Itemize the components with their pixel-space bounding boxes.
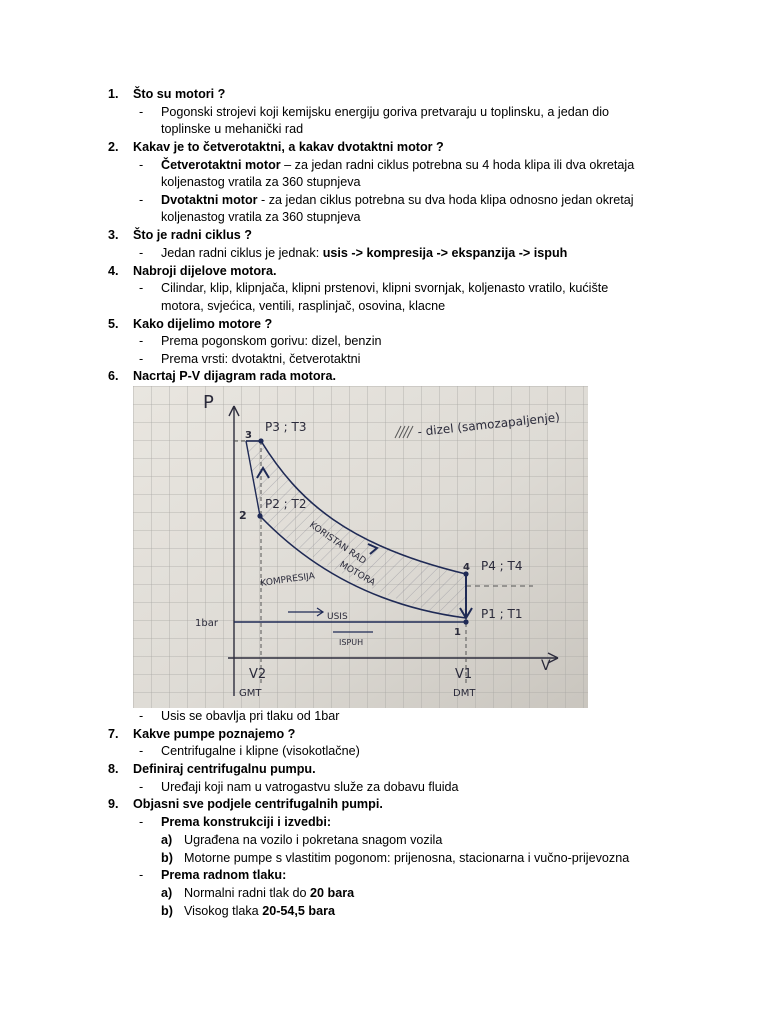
q5-answer-1: Prema pogonskom gorivu: dizel, benzin bbox=[161, 334, 382, 348]
point-2-marker bbox=[257, 513, 262, 518]
v1-label: V1 bbox=[455, 667, 473, 682]
q8-title: Definiraj centrifugalnu pumpu. bbox=[133, 762, 316, 776]
bullet: - bbox=[139, 105, 144, 119]
axis-p-label: P bbox=[203, 392, 214, 413]
intake-label: USIS bbox=[327, 612, 348, 622]
q9-title: Objasni sve podjele centrifugalnih pumpi. bbox=[133, 797, 383, 811]
q3-title: Što je radni ciklus ? bbox=[133, 228, 252, 242]
q2-number: 2. bbox=[108, 140, 119, 154]
bullet: - bbox=[139, 744, 144, 758]
q7-answer: Centrifugalne i klipne (visokotlačne) bbox=[161, 744, 360, 758]
q9-2a-text: Normalni radni tlak do 20 bara bbox=[184, 886, 355, 900]
point-3-label: P3 ; T3 bbox=[265, 420, 307, 434]
compression-label: KOMPRESIJA bbox=[260, 571, 316, 589]
point-4-label: P4 ; T4 bbox=[481, 559, 523, 573]
bullet: - bbox=[139, 815, 144, 829]
q4-answer-line2: motora, svjećica, ventili, rasplinjač, osovina, klacne bbox=[161, 299, 446, 313]
q9-2a-letter: a) bbox=[161, 886, 173, 900]
q2-answer-1-cont: koljenastog vratila za 360 stupnjeva bbox=[161, 175, 361, 189]
q2-term-four-stroke: Četverotaktni motor bbox=[161, 158, 281, 172]
q2-answer-2: Dvotaktni motor - za jedan ciklus potrebna su dva hoda klipa odnosno jedan okretaj bbox=[161, 193, 634, 207]
q5-title: Kako dijelimo motore ? bbox=[133, 317, 273, 331]
bullet: - bbox=[139, 334, 144, 348]
q8-number: 8. bbox=[108, 762, 119, 776]
q6-after-note: Usis se obavlja pri tlaku od 1bar bbox=[161, 709, 340, 723]
q9-subheading-1: Prema konstrukciji i izvedbi: bbox=[161, 815, 332, 829]
q9-1a-letter: a) bbox=[161, 833, 173, 847]
v2-label: V2 bbox=[249, 667, 267, 682]
bullet: - bbox=[139, 158, 144, 172]
bullet: - bbox=[139, 780, 144, 794]
q7-number: 7. bbox=[108, 727, 119, 741]
q2-answer-2-cont: koljenastog vratila za 360 stupnjeva bbox=[161, 210, 361, 224]
q9-1a-text: Ugrađena na vozilo i pokretana snagom vozila bbox=[184, 833, 443, 847]
q3-number: 3. bbox=[108, 228, 119, 242]
q6-number: 6. bbox=[108, 369, 119, 383]
bullet: - bbox=[139, 246, 144, 260]
point-1-label: P1 ; T1 bbox=[481, 607, 523, 621]
work-label-1: KORISTAN RAD bbox=[307, 520, 368, 567]
q1-answer-line1: Pogonski strojevi koji kemijsku energiju goriva pretvaraju u toplinsku, a jedan dio bbox=[161, 105, 610, 119]
point-2-label: P2 ; T2 bbox=[265, 497, 307, 511]
bullet: - bbox=[139, 193, 144, 207]
gmt-label: GMT bbox=[239, 688, 262, 699]
q4-answer-line1: Cilindar, klip, klipnjača, klipni prstenovi, klipni svornjak, koljenasto vratilo, kućište bbox=[161, 281, 609, 295]
point-2-number: 2 bbox=[239, 509, 247, 522]
exhaust-label: ISPUH bbox=[339, 638, 364, 647]
pv-diagram-drawing bbox=[133, 386, 588, 708]
q9-2b-letter: b) bbox=[161, 904, 173, 918]
q6-title: Nacrtaj P-V dijagram rada motora. bbox=[133, 369, 336, 383]
axis-v-label: V bbox=[541, 658, 551, 674]
point-1-number: 1 bbox=[454, 627, 461, 638]
point-3-marker bbox=[258, 438, 263, 443]
pv-diagram-photo bbox=[133, 386, 588, 708]
point-3-number: 3 bbox=[245, 430, 252, 441]
q9-subheading-2: Prema radnom tlaku: bbox=[161, 868, 287, 882]
point-1-marker bbox=[463, 619, 468, 624]
bullet: - bbox=[139, 352, 144, 366]
bullet: - bbox=[139, 868, 144, 882]
bullet: - bbox=[139, 709, 144, 723]
q7-title: Kakve pumpe poznajemo ? bbox=[133, 727, 296, 741]
q5-number: 5. bbox=[108, 317, 119, 331]
q9-1b-text: Motorne pumpe s vlastitim pogonom: prijenosna, stacionarna i vučno-prijevozna bbox=[184, 851, 630, 865]
q8-answer: Uređaji koji nam u vatrogastvu služe za dobavu fluida bbox=[161, 780, 459, 794]
q4-number: 4. bbox=[108, 264, 119, 278]
q2-term-two-stroke: Dvotaktni motor bbox=[161, 193, 258, 207]
q1-number: 1. bbox=[108, 87, 119, 101]
q2-answer-1: Četverotaktni motor – za jedan radni ciklus potrebna su 4 hoda klipa ili dva okretaja bbox=[161, 158, 635, 172]
point-4-number: 4 bbox=[463, 562, 470, 573]
q1-answer-line2: toplinske u mehanički rad bbox=[161, 122, 304, 136]
q9-2b-text: Visokog tlaka 20-54,5 bara bbox=[184, 904, 336, 918]
q3-answer: Jedan radni ciklus je jednak: usis -> kompresija -> ekspanzija -> ispuh bbox=[161, 246, 568, 260]
q1-title: Što su motori ? bbox=[133, 87, 226, 101]
diesel-legend: - dizel (samozapaljenje) bbox=[416, 410, 561, 439]
q9-number: 9. bbox=[108, 797, 119, 811]
q2-title: Kakav je to četverotaktni, a kakav dvotaktni motor ? bbox=[133, 140, 444, 154]
one-bar-label: 1bar bbox=[195, 618, 218, 629]
q9-1b-letter: b) bbox=[161, 851, 173, 865]
bullet: - bbox=[139, 281, 144, 295]
dmt-label: DMT bbox=[453, 688, 476, 699]
q5-answer-2: Prema vrsti: dvotaktni, četverotaktni bbox=[161, 352, 361, 366]
q4-title: Nabroji dijelove motora. bbox=[133, 264, 277, 278]
work-label-2: MOTORA bbox=[337, 559, 377, 589]
